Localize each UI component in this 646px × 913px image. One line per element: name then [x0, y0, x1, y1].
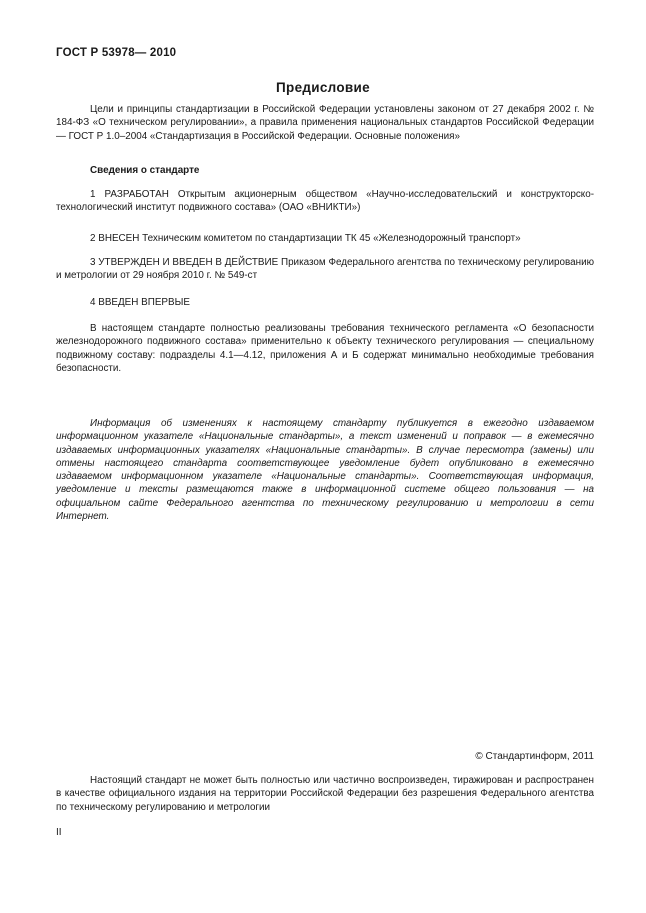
intro-paragraph: Цели и принципы стандартизации в Российской Федерации установлены законом от 27 декабря 2002 г. № 184-ФЗ «О техническом регулировании», а правила применения национальных стандартов Российской Федерации — ГОСТ Р 1.0–2004 «Стандартизация в Российской Федерации. Основные положения» [56, 104, 594, 142]
item-introduced: 2 ВНЕСЕН Техническим комитетом по стандартизации ТК 45 «Железнодорожный транспорт» [90, 233, 521, 244]
copyright: © Стандартинформ, 2011 [475, 751, 594, 762]
page-number: II [56, 827, 62, 838]
document-code: ГОСТ Р 53978— 2010 [56, 47, 177, 59]
page-title: Предисловие [276, 80, 370, 95]
item-approved: 3 УТВЕРЖДЕН И ВВЕДЕН В ДЕЙСТВИЕ Приказом Федерального агентства по техническому регулированию и метрологии от 29 ноября 2010 г. № 549-ст [56, 257, 594, 282]
item-first-time: 4 ВВЕДЕН ВПЕРВЫЕ [90, 297, 190, 308]
info-notice: Информация об изменениях к настоящему стандарту публикуется в ежегодно издаваемом информационном указателе «Национальные стандарты», а текст изменений и поправок — в ежемесячно издаваемых информационных указателях «Национальные стандарты». В случае пересмотра (замены) или отмены настоящего стандарта соответствующее уведомление будет опубликовано в ежемесячно издаваемом информационном указателе «Национальные стандарты». Соответствующая информация, уведомление и тексты размещаются также в информационной системе общего пользования — на официальном сайте Федерального агентства по техническому регулированию и метрологии в сети Интернет. [56, 418, 594, 523]
reproduction-notice: Настоящий стандарт не может быть полностью или частично воспроизведен, тиражирован и распространен в качестве официального издания на территории Российской Федерации без разрешения Федерального агентства по техническому регулированию и метрологии [56, 775, 594, 813]
section-heading: Сведения о стандарте [90, 165, 200, 176]
requirements-paragraph: В настоящем стандарте полностью реализованы требования технического регламента «О безопасности железнодорожного подвижного состава» применительно к объекту технического регулирования — специальному подвижному составу: подразделы 4.1—4.12, приложения А и Б содержат минимально необходимые требования безопасности. [56, 323, 594, 374]
item-developed: 1 РАЗРАБОТАН Открытым акционерным обществом «Научно-исследовательский и конструкторско-технологический институт подвижного состава» (ОАО «ВНИКТИ») [56, 189, 594, 214]
